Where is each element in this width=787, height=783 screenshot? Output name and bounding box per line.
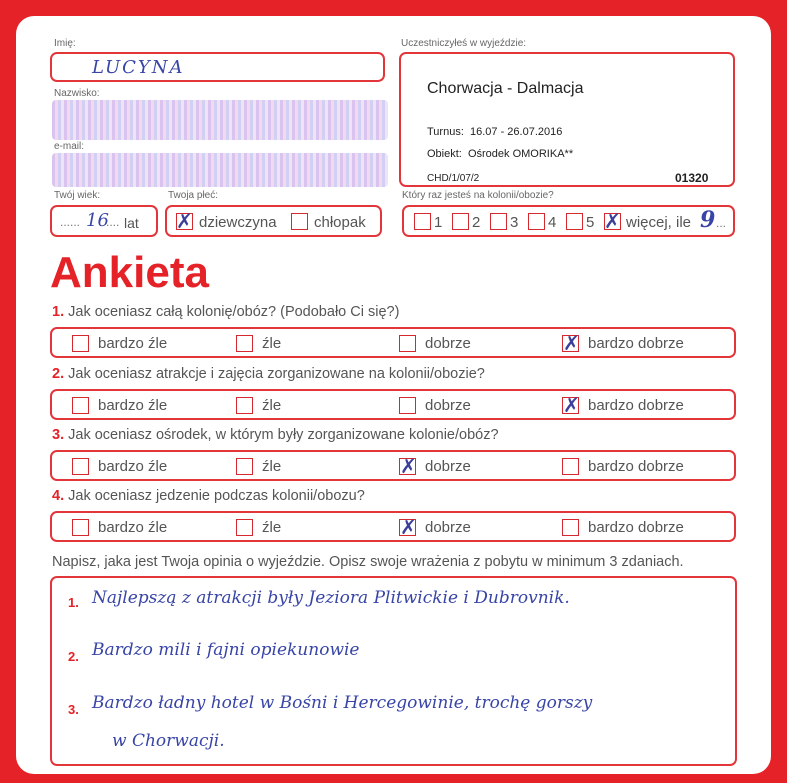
trip-obiekt: Obiekt: Ośrodek OMORIKA** [427,148,574,160]
times-field [402,205,735,237]
email-label: e-mail: [54,141,85,152]
name-field[interactable] [50,52,385,82]
question-number: 1. [52,304,65,320]
gender-label: Twoja płeć: [168,190,219,201]
times-checkbox-5[interactable] [566,213,583,230]
times-option-more: więcej, ile [626,214,692,231]
gender-option-girl: dziewczyna [199,214,277,231]
times-label: Który raz jesteś na kolonii/obozie? [402,190,554,201]
question-label: Jak oceniasz jedzenie podczas kolonii/obozu? [68,488,365,504]
times-option-5: 5 [586,214,595,231]
question-1-options [50,327,736,358]
question-3-options [50,450,736,481]
option-checkbox[interactable] [236,458,253,475]
question-number: 3. [52,427,65,443]
option-checkbox[interactable] [72,397,89,414]
option-checkbox[interactable] [72,335,89,352]
times-option-2: 2 [472,214,481,231]
option-label: dobrze [425,397,471,414]
surname-label: Nazwisko: [54,88,100,99]
opinion-field[interactable] [50,576,737,766]
name-label: Imię: [54,38,76,49]
page-title: Ankieta [50,248,209,297]
times-checkbox-3[interactable] [490,213,507,230]
option-checkbox[interactable] [562,458,579,475]
times-value: 9 [700,207,716,233]
option-label: źle [262,397,282,414]
times-more-check-icon: ✗ [604,209,621,233]
times-option-1: 1 [434,214,443,231]
option-label: bardzo dobrze [588,335,684,352]
option-checkbox[interactable] [399,397,416,414]
option-checkbox[interactable] [236,519,253,536]
times-option-3: 3 [510,214,519,231]
trip-turnus: Turnus: 16.07 - 26.07.2016 [427,126,563,138]
option-checkbox[interactable] [236,397,253,414]
option-label: bardzo dobrze [588,519,684,536]
survey-sheet [16,16,771,774]
check-mark-icon: ✗ [400,515,417,539]
option-checkbox[interactable] [72,458,89,475]
surname-redacted [52,100,388,140]
question-2-options [50,389,736,420]
option-checkbox[interactable] [562,519,579,536]
option-label: bardzo źle [98,519,168,536]
question-label: Jak oceniasz atrakcje i zajęcia zorganizowane na kolonii/obozie? [68,366,485,382]
name-value: LUCYNA [92,57,185,78]
check-mark-icon: ✗ [563,331,580,355]
check-mark-icon: ✗ [400,454,417,478]
opinion-line-text: Bardzo mili i fajni opiekunowie [92,640,360,660]
times-dots: ... [716,216,727,230]
question-1-text [52,304,399,320]
trip-code: CHD/1/07/2 [427,173,480,184]
gender-girl-check-icon: ✗ [176,209,193,233]
age-field[interactable] [50,205,158,237]
question-2-text [52,366,485,382]
opinion-prompt: Napisz, jaka jest Twoja opinia o wyjeździe. Opisz swoje wrażenia z pobytu w minimum 3 zdaniach. [52,554,684,570]
age-label: Twój wiek: [54,190,101,201]
age-value: 16 [86,210,109,231]
gender-field [165,205,382,237]
option-label: bardzo źle [98,397,168,414]
trip-number: 01320 [675,171,709,185]
times-checkbox-4[interactable] [528,213,545,230]
option-checkbox[interactable] [399,335,416,352]
email-redacted [52,153,388,187]
question-3-text [52,427,499,443]
times-checkbox-2[interactable] [452,213,469,230]
opinion-line-number: 1. [68,595,79,610]
age-dots-after: .... [106,215,120,229]
option-label: dobrze [425,458,471,475]
option-checkbox[interactable] [72,519,89,536]
opinion-line-number: 3. [68,702,79,717]
question-label: Jak oceniasz całą kolonię/obóz? (Podobało Ci się?) [68,304,400,320]
age-unit: lat [124,215,139,231]
trip-label: Uczestniczyłeś w wyjeździe: [401,38,527,49]
age-dots: ...... [60,215,81,229]
question-label: Jak oceniasz ośrodek, w którym były zorganizowane kolonie/obóz? [68,427,499,443]
opinion-line-number: 2. [68,649,79,664]
question-number: 2. [52,366,65,382]
trip-info-box [399,52,735,187]
check-mark-icon: ✗ [563,393,580,417]
times-option-4: 4 [548,214,557,231]
question-4-text [52,488,365,504]
opinion-line-text: w Chorwacji. [112,731,225,751]
question-4-options [50,511,736,542]
option-label: bardzo dobrze [588,458,684,475]
option-label: źle [262,335,282,352]
trip-destination: Chorwacja - Dalmacja [427,80,584,97]
option-label: bardzo źle [98,458,168,475]
option-label: bardzo źle [98,335,168,352]
option-checkbox[interactable] [236,335,253,352]
option-label: źle [262,458,282,475]
gender-checkbox-boy[interactable] [291,213,308,230]
option-label: dobrze [425,519,471,536]
option-label: źle [262,519,282,536]
option-label: dobrze [425,335,471,352]
times-checkbox-1[interactable] [414,213,431,230]
option-label: bardzo dobrze [588,397,684,414]
question-number: 4. [52,488,65,504]
gender-option-boy: chłopak [314,214,366,231]
opinion-line-text: Najlepszą z atrakcji były Jeziora Plitwickie i Dubrovnik. [92,588,570,608]
opinion-line-text: Bardzo ładny hotel w Bośni i Hercegowinie, trochę gorszy [92,693,593,713]
